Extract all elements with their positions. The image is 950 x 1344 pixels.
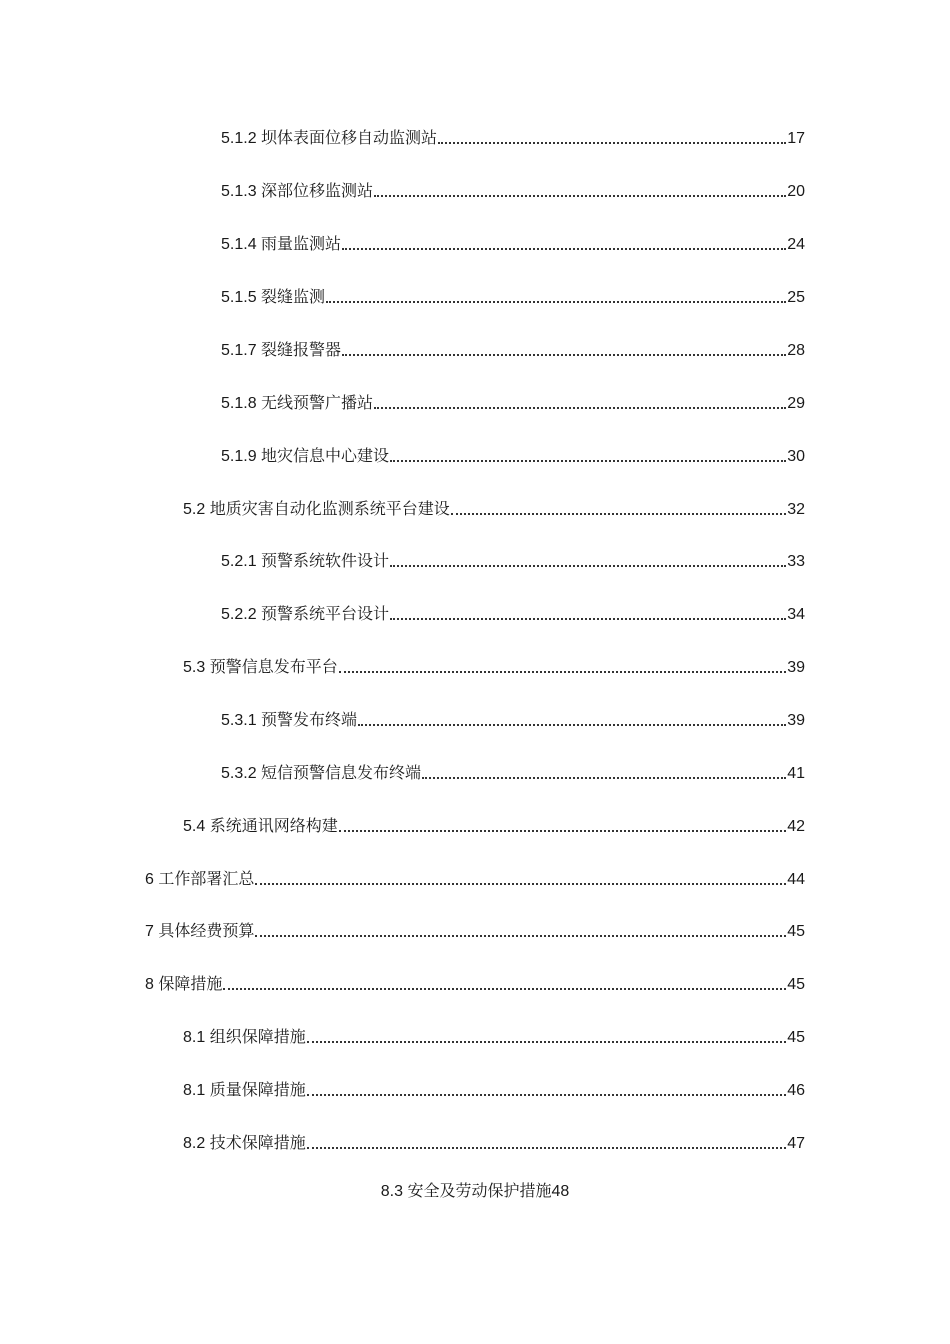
toc-entry[interactable]	[183, 1077, 805, 1101]
toc-entry[interactable]	[183, 1130, 805, 1154]
toc-entry-title: 5.1.8 无线预警广播站	[221, 395, 374, 412]
toc-entry-page: 45	[787, 1029, 805, 1046]
toc-entry[interactable]	[183, 654, 805, 678]
dot-leader	[307, 1041, 787, 1043]
toc-entry[interactable]	[221, 707, 805, 731]
toc-entry-title: 5.2.2 预警系统平台设计	[221, 606, 390, 623]
toc-entry-title: 5.3.2 短信预警信息发布终端	[221, 765, 422, 782]
toc-entry-page: 25	[787, 289, 805, 306]
dot-leader	[342, 248, 786, 250]
toc-entry-page: 46	[787, 1082, 805, 1099]
dot-leader	[390, 565, 786, 567]
dot-leader	[374, 407, 786, 409]
toc-entry-title: 5.2.1 预警系统软件设计	[221, 553, 390, 570]
toc-entry-page: 45	[787, 923, 805, 940]
toc-entry[interactable]	[145, 866, 805, 890]
dot-leader	[326, 301, 786, 303]
toc-entry[interactable]	[221, 760, 805, 784]
toc-entry[interactable]	[221, 548, 805, 572]
dot-leader	[342, 354, 786, 356]
toc-entry[interactable]	[183, 496, 805, 520]
toc-entry-title: 5.1.7 裂缝报警器	[221, 342, 342, 359]
toc-entry-title: 8.1 组织保障措施	[183, 1029, 306, 1046]
dot-leader	[255, 935, 786, 937]
toc-entry-title: 8.2 技术保障措施	[183, 1135, 306, 1152]
toc-entry-title: 6 工作部署汇总	[145, 871, 255, 888]
toc-entry-page: 39	[787, 712, 805, 729]
toc-entry[interactable]	[221, 125, 805, 149]
toc-entry-title: 5.1.3 深部位移监测站	[221, 183, 374, 200]
toc-entry-title: 5.3.1 预警发布终端	[221, 712, 358, 729]
toc-entry[interactable]	[145, 918, 805, 942]
toc-entry-title: 5.3 预警信息发布平台	[183, 659, 338, 676]
toc-entry-page: 34	[787, 606, 805, 623]
dot-leader	[307, 1147, 787, 1149]
toc-entry-title: 5.4 系统通讯网络构建	[183, 818, 338, 835]
toc-entry-title: 5.1.9 地灾信息中心建设	[221, 448, 390, 465]
toc-entry-page: 24	[787, 236, 805, 253]
dot-leader	[390, 618, 786, 620]
dot-leader	[451, 513, 787, 515]
toc-entry-title: 5.1.2 坝体表面位移自动监测站	[221, 130, 438, 147]
dot-leader	[438, 142, 786, 144]
toc-entry[interactable]	[183, 813, 805, 837]
toc-entry-title: 7 具体经费预算	[145, 923, 255, 940]
toc-entry-title: 8 保障措施	[145, 976, 223, 993]
dot-leader	[223, 988, 786, 990]
toc-entry[interactable]	[221, 443, 805, 467]
dot-leader	[390, 460, 786, 462]
dot-leader	[339, 830, 787, 832]
dot-leader	[255, 883, 786, 885]
toc-entry-title: 5.2 地质灾害自动化监测系统平台建设	[183, 501, 450, 518]
toc-entry-page: 20	[787, 183, 805, 200]
toc-entry-page: 17	[787, 130, 805, 147]
toc-entry-page: 32	[787, 501, 805, 518]
toc-entry-page: 29	[787, 395, 805, 412]
dot-leader	[339, 671, 787, 673]
toc-entry-page: 39	[787, 659, 805, 676]
dot-leader	[422, 777, 786, 779]
toc-entry-page: 33	[787, 553, 805, 570]
toc-entry-page: 42	[787, 818, 805, 835]
toc-entry[interactable]	[221, 178, 805, 202]
toc-trailing-line: 8.3 安全及劳动保护措施48	[380, 1183, 570, 1200]
toc-entry[interactable]	[221, 337, 805, 361]
toc-entry-page: 30	[787, 448, 805, 465]
toc-entry[interactable]	[183, 1024, 805, 1048]
toc-entry-page: 45	[787, 976, 805, 993]
toc-entry-page: 44	[787, 871, 805, 888]
toc-entry[interactable]	[145, 971, 805, 995]
toc-entry-title: 5.1.4 雨量监测站	[221, 236, 342, 253]
toc-entry-page: 47	[787, 1135, 805, 1152]
toc-entry-title: 8.1 质量保障措施	[183, 1082, 306, 1099]
toc-entry-page: 41	[787, 765, 805, 782]
toc-entry[interactable]	[221, 390, 805, 414]
toc-entry[interactable]	[221, 601, 805, 625]
toc-entry[interactable]	[221, 284, 805, 308]
toc-entry-page: 28	[787, 342, 805, 359]
dot-leader	[358, 724, 786, 726]
dot-leader	[374, 195, 786, 197]
dot-leader	[307, 1094, 787, 1096]
toc-entry-title: 5.1.5 裂缝监测	[221, 289, 326, 306]
toc-entry[interactable]	[221, 231, 805, 255]
